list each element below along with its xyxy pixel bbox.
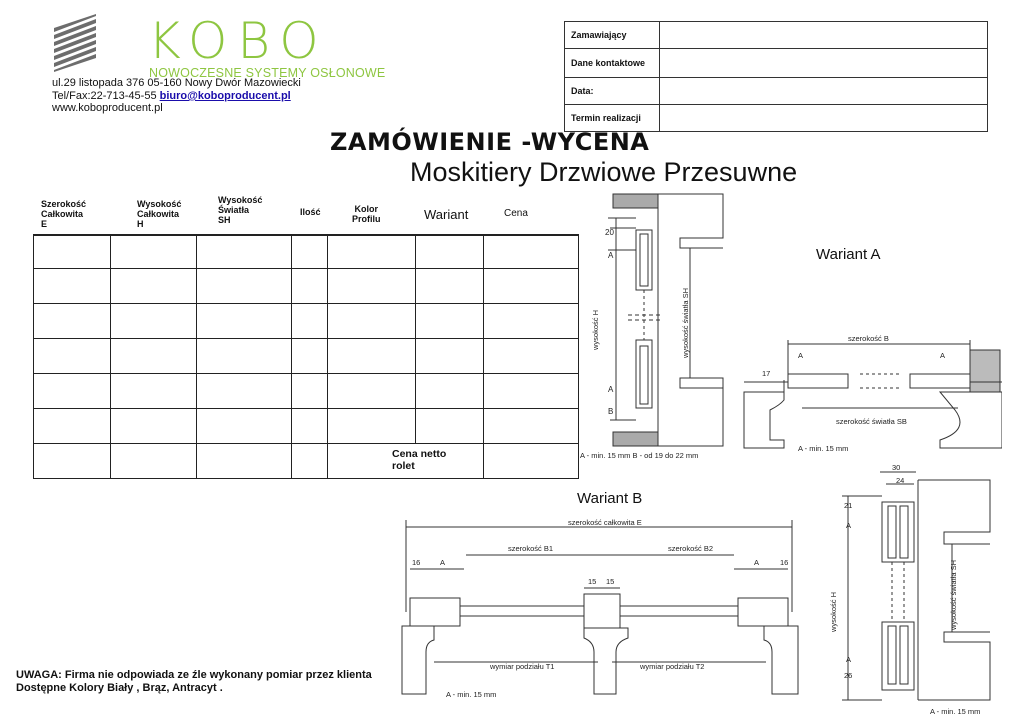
order-info-label: Dane kontaktowe: [565, 49, 660, 78]
company-website: www.koboproducent.pl: [52, 102, 163, 114]
total-width-e-label: szerokość całkowita E: [568, 518, 642, 527]
order-info-label: Zamawiający: [565, 22, 660, 49]
dimension-a-label: A: [846, 655, 852, 664]
order-info-row: [565, 22, 988, 49]
dimension-16-label: 16: [412, 558, 421, 567]
company-phone: Tel/Fax:22-713-45-55: [52, 90, 157, 102]
company-logo: [52, 12, 386, 80]
page-subtitle: Moskitiery Drzwiowe Przesuwne: [410, 157, 798, 187]
dimension-a-label: A: [440, 558, 446, 567]
company-address: ul.29 listopada 376 05-160 Nowy Dwór Mazowiecki: [52, 77, 301, 89]
division-t2-label: wymiar podziału T2: [640, 662, 705, 671]
width-b1-label: szerokość B1: [508, 544, 554, 553]
variant-b-label: Wariant B: [577, 490, 643, 507]
dimension-15-label: 15: [606, 577, 615, 586]
height-sh-label: wysokość światła SH: [949, 559, 958, 630]
variant-b-vertical-section-drawing: [826, 462, 1002, 720]
dimension-15-label: 15: [588, 577, 597, 586]
column-header-light-height: Wysokość Światła SH: [218, 195, 263, 225]
drawing-note: A - min. 15 mm: [798, 444, 849, 453]
logo-wordmark: KOBO: [148, 12, 329, 70]
order-info-value[interactable]: [660, 22, 988, 49]
light-width-sb-label: szerokość światła SB: [836, 417, 907, 426]
dimension-a-label: A: [754, 558, 760, 567]
blinds-logo-icon: [52, 14, 96, 72]
dimension-a-label: A: [940, 351, 946, 360]
variant-a-vertical-section-drawing: [580, 190, 730, 460]
drawing-note: A - min. 15 mm B - od 19 do 22 mm: [580, 451, 699, 460]
order-info-row: [565, 78, 988, 105]
order-grid[interactable]: [33, 234, 579, 479]
order-info-row: [565, 49, 988, 78]
column-header-price: Cena: [504, 208, 528, 219]
logo-tagline: NOWOCZESNE SYSTEMY OSŁONOWE: [149, 66, 386, 80]
order-info-label: Data:: [565, 78, 660, 105]
order-info-table: [564, 21, 988, 132]
dimension-a-label: A: [798, 351, 804, 360]
warning-note: UWAGA: Firma nie odpowiada ze źle wykonany pomiar przez klienta: [16, 669, 372, 681]
division-t1-label: wymiar podziału T1: [490, 662, 555, 671]
variant-a-label: Wariant A: [816, 246, 881, 263]
dimension-20-label: 20: [605, 228, 614, 237]
page-title: ZAMÓWIENIE -WYCENA: [330, 128, 650, 156]
variant-a-horizontal-section-drawing: [740, 330, 1002, 455]
drawing-note: A - min. 15 mm: [446, 690, 497, 699]
dimension-16-label: 16: [780, 558, 789, 567]
dimension-30-label: 30: [892, 463, 901, 472]
net-price-label: Cena netto rolet: [392, 448, 447, 472]
order-info-label: Termin realizacji: [565, 105, 660, 132]
dimension-a-label: A: [608, 385, 614, 394]
dimension-a-label: A: [846, 521, 852, 530]
dimension-17-label: 17: [762, 369, 771, 378]
available-colors-note: Dostępne Kolory Biały , Brąz, Antracyt .: [16, 682, 223, 694]
width-b-label: szerokość B: [848, 334, 889, 343]
order-info-value[interactable]: [660, 49, 988, 78]
column-header-quantity: Ilość: [300, 207, 321, 217]
dimension-a-label: A: [608, 251, 614, 260]
dimension-24-label: 24: [896, 476, 905, 485]
height-h-label: wysokość H: [829, 591, 838, 632]
order-info-value[interactable]: [660, 105, 988, 132]
height-sh-label: wysokość światła SH: [681, 287, 690, 358]
column-header-variant: Wariant: [424, 207, 469, 222]
order-info-value[interactable]: [660, 78, 988, 105]
dimension-26-label: 26: [844, 671, 853, 680]
column-header-profile-color: Kolor Profilu: [352, 204, 381, 224]
column-header-total-width: Szerokość Całkowita E: [41, 199, 87, 229]
dimension-b-label: B: [608, 407, 614, 416]
column-header-total-height: Wysokość Całkowita H: [137, 199, 182, 229]
company-email-link[interactable]: biuro@koboproducent.pl: [159, 90, 291, 102]
height-h-label: wysokość H: [591, 309, 600, 350]
dimension-21-label: 21: [844, 501, 853, 510]
variant-b-horizontal-section-drawing: [398, 512, 800, 702]
drawing-note: A - min. 15 mm: [930, 707, 981, 716]
width-b2-label: szerokość B2: [668, 544, 714, 553]
